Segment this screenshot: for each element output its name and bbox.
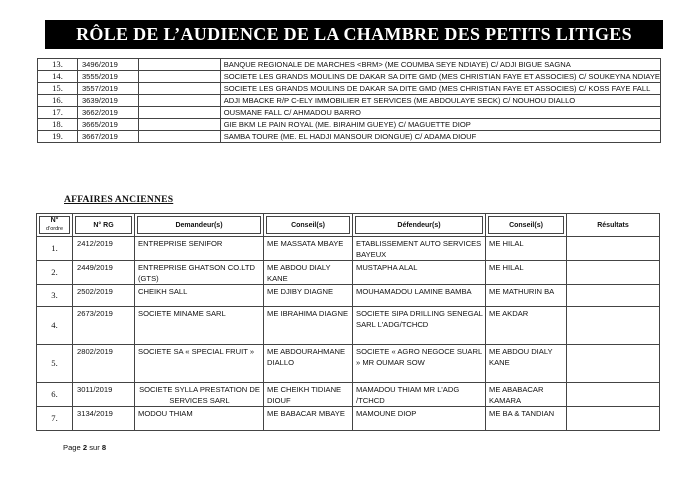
row-number: 1. xyxy=(37,237,73,261)
row-rg: 2449/2019 xyxy=(73,261,135,285)
row-affaire: GIE BKM LE PAIN ROYAL (ME. BIRAHIM GUEYE) C/ MAGUETTE DIOP xyxy=(220,119,660,131)
row-rg: 3557/2019 xyxy=(77,83,138,95)
row-blank-cell xyxy=(138,71,220,83)
header-defendeur: Défendeur(s) xyxy=(353,214,486,237)
table-row xyxy=(37,237,660,261)
table-row xyxy=(37,285,660,307)
header-num xyxy=(37,214,73,237)
row-blank-cell xyxy=(138,83,220,95)
row-rg: 3662/2019 xyxy=(77,107,138,119)
row-conseil-defendeur: ME AKDAR xyxy=(486,307,567,345)
row-rg: 3667/2019 xyxy=(77,131,138,143)
row-defendeur: MAMADOU THIAM MR L’ADG /TCHCD xyxy=(353,383,486,407)
row-affaire: ADJI MBACKE R/P C-ELY IMMOBILIER ET SERVICES (ME ABDOULAYE SECK) C/ NOUHOU DIALLO xyxy=(220,95,660,107)
row-number: 18. xyxy=(38,119,78,131)
footer-page-total: 8 xyxy=(101,443,107,452)
row-resultats xyxy=(567,237,660,261)
row-defendeur: MAMOUNE DIOP xyxy=(353,407,486,431)
row-rg: 3555/2019 xyxy=(77,71,138,83)
row-blank-cell xyxy=(138,95,220,107)
row-conseil-demandeur: ME DJIBY DIAGNE xyxy=(264,285,353,307)
table-row xyxy=(38,59,661,71)
row-rg: 3134/2019 xyxy=(73,407,135,431)
row-conseil-demandeur: ME IBRAHIMA DIAGNE xyxy=(264,307,353,345)
footer-middle: sur xyxy=(89,443,100,452)
row-number: 7. xyxy=(37,407,73,431)
row-rg: 2412/2019 xyxy=(73,237,135,261)
cases-table-anciennes xyxy=(36,213,660,431)
row-conseil-defendeur: ME MATHURIN BA xyxy=(486,285,567,307)
table-row xyxy=(38,107,661,119)
table-row xyxy=(37,345,660,383)
row-affaire: OUSMANE FALL C/ AHMADOU BARRO xyxy=(220,107,660,119)
table-row xyxy=(38,95,661,107)
row-rg: 2673/2019 xyxy=(73,307,135,345)
row-number: 15. xyxy=(38,83,78,95)
table-row xyxy=(38,83,661,95)
cases-table-current xyxy=(37,58,661,143)
table-row xyxy=(38,131,661,143)
document-title: RÔLE DE L’AUDIENCE DE LA CHAMBRE DES PETITS LITIGES xyxy=(45,20,663,49)
row-demandeur: ENTREPRISE SENIFOR xyxy=(135,237,264,261)
row-defendeur: MOUHAMADOU LAMINE BAMBA xyxy=(353,285,486,307)
row-demandeur: CHEIKH SALL xyxy=(135,285,264,307)
header-num-sub: d’ordre xyxy=(45,226,64,232)
row-defendeur: ETABLISSEMENT AUTO SERVICES BAYEUX xyxy=(353,237,486,261)
row-number: 13. xyxy=(38,59,78,71)
row-affaire: SOCIETE LES GRANDS MOULINS DE DAKAR SA DITE GMD (MES CHRISTIAN FAYE ET ASSOCIES) C/ KOSS FAYE FALL xyxy=(220,83,660,95)
row-resultats xyxy=(567,285,660,307)
row-affaire: BANQUE REGIONALE DE MARCHES <BRM> (ME COUMBA SEYE NDIAYE) C/ ADJI BIGUE SAGNA xyxy=(220,59,660,71)
row-conseil-demandeur: ME ABDOU DIALY KANE xyxy=(264,261,353,285)
row-number: 14. xyxy=(38,71,78,83)
row-number: 2. xyxy=(37,261,73,285)
table-row xyxy=(38,119,661,131)
header-conseil-defendeur: Conseil(s) xyxy=(486,214,567,237)
footer-prefix: Page xyxy=(63,443,81,452)
row-conseil-demandeur: ME CHEIKH TIDIANE DIOUF xyxy=(264,383,353,407)
row-rg: 2502/2019 xyxy=(73,285,135,307)
row-rg: 3665/2019 xyxy=(77,119,138,131)
header-rg: N° RG xyxy=(73,214,135,237)
row-rg: 3639/2019 xyxy=(77,95,138,107)
table-row xyxy=(38,71,661,83)
row-rg: 3011/2019 xyxy=(73,383,135,407)
row-number: 6. xyxy=(37,383,73,407)
row-resultats xyxy=(567,261,660,285)
header-demandeur: Demandeur(s) xyxy=(135,214,264,237)
section-title-affaires-anciennes: AFFAIRES ANCIENNES xyxy=(64,194,174,205)
row-conseil-defendeur: ME HILAL xyxy=(486,237,567,261)
row-demandeur: MODOU THIAM xyxy=(135,407,264,431)
row-blank-cell xyxy=(138,59,220,71)
row-conseil-defendeur: ME ABABACAR KAMARA xyxy=(486,383,567,407)
table-row xyxy=(37,383,660,407)
header-resultats: Résultats xyxy=(567,214,660,237)
table-row xyxy=(37,307,660,345)
row-conseil-demandeur: ME MASSATA MBAYE xyxy=(264,237,353,261)
table-row xyxy=(37,407,660,431)
row-defendeur: SOCIETE SIPA DRILLING SENEGAL SARL L’ADG/TCHCD xyxy=(353,307,486,345)
table-header-row xyxy=(37,214,660,237)
row-resultats xyxy=(567,307,660,345)
row-blank-cell xyxy=(138,107,220,119)
row-affaire: SOCIETE LES GRANDS MOULINS DE DAKAR SA DITE GMD (MES CHRISTIAN FAYE ET ASSOCIES) C/ SOUKEYNA NDIAYE xyxy=(220,71,660,83)
row-conseil-demandeur: ME BABACAR MBAYE xyxy=(264,407,353,431)
row-blank-cell xyxy=(138,119,220,131)
row-demandeur: SOCIETE MINAME SARL xyxy=(135,307,264,345)
footer-page-number: 2 xyxy=(82,443,88,452)
row-resultats xyxy=(567,383,660,407)
row-conseil-defendeur: ME ABDOU DIALY KANE xyxy=(486,345,567,383)
row-demandeur: SOCIETE SYLLA PRESTATION DE SERVICES SARL xyxy=(135,383,264,407)
row-rg: 3496/2019 xyxy=(77,59,138,71)
row-defendeur: MUSTAPHA ALAL xyxy=(353,261,486,285)
table-row xyxy=(37,261,660,285)
header-conseil-demandeur: Conseil(s) xyxy=(264,214,353,237)
row-conseil-defendeur: ME HILAL xyxy=(486,261,567,285)
row-conseil-demandeur: ME ABDOURAHMANE DIALLO xyxy=(264,345,353,383)
row-resultats xyxy=(567,407,660,431)
row-rg: 2802/2019 xyxy=(73,345,135,383)
row-resultats xyxy=(567,345,660,383)
header-num-label: N° xyxy=(50,217,59,224)
row-demandeur: ENTREPRISE GHATSON CO.LTD (GTS) xyxy=(135,261,264,285)
row-number: 5. xyxy=(37,345,73,383)
row-affaire: SAMBA TOURE (ME. EL HADJI MANSOUR DIONGUE) C/ ADAMA DIOUF xyxy=(220,131,660,143)
row-defendeur: SOCIETE « AGRO NEGOCE SUARL » MR OUMAR SOW xyxy=(353,345,486,383)
row-number: 16. xyxy=(38,95,78,107)
row-conseil-defendeur: ME BA & TANDIAN xyxy=(486,407,567,431)
row-demandeur: SOCIETE SA « SPECIAL FRUIT » xyxy=(135,345,264,383)
page-footer xyxy=(63,443,106,452)
row-number: 4. xyxy=(37,307,73,345)
row-number: 17. xyxy=(38,107,78,119)
row-blank-cell xyxy=(138,131,220,143)
row-number: 19. xyxy=(38,131,78,143)
row-number: 3. xyxy=(37,285,73,307)
